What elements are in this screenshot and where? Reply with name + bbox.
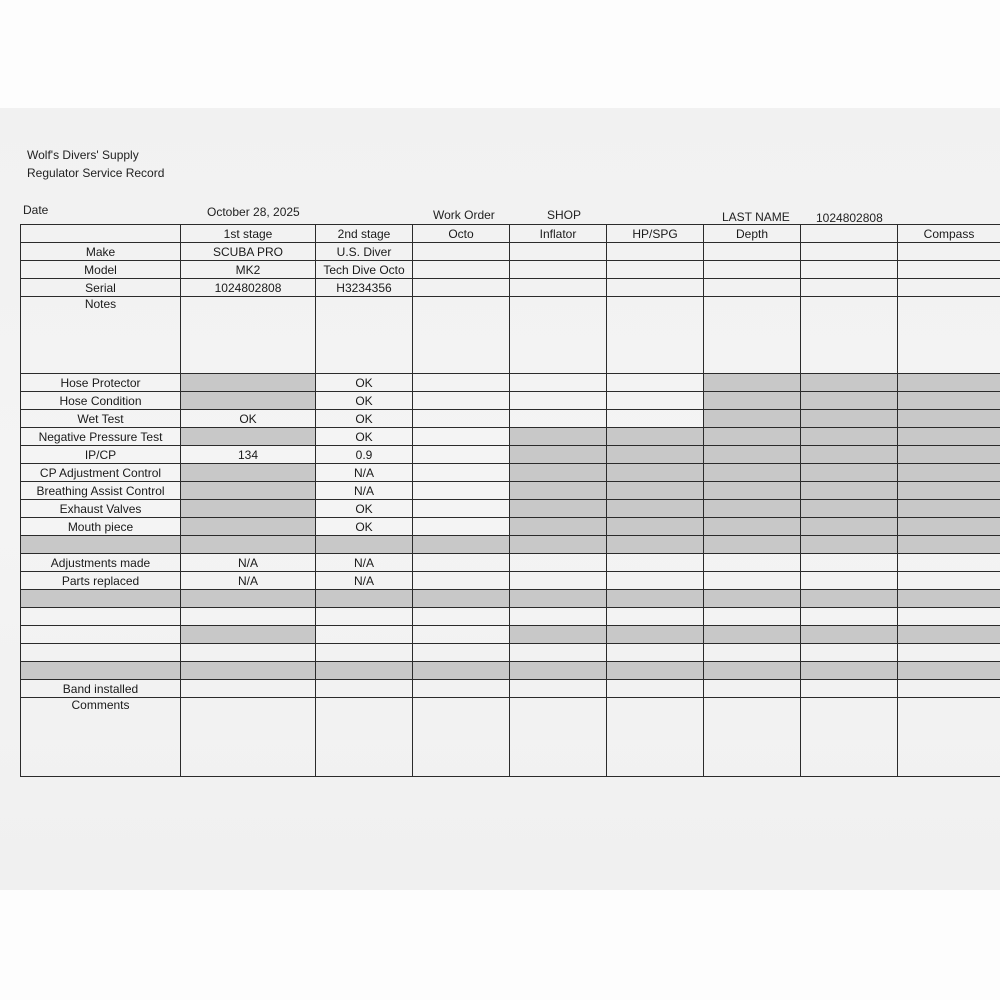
blank-cell[interactable]	[510, 644, 607, 662]
blank-cell[interactable]	[801, 644, 898, 662]
cell-depth	[704, 410, 801, 428]
cell-hp-spg[interactable]	[607, 698, 704, 777]
separator-cell	[21, 662, 181, 680]
cell-inflator[interactable]	[510, 243, 607, 261]
cell-inflator	[510, 482, 607, 500]
cell-1st-stage[interactable]	[181, 680, 316, 698]
cell-blank[interactable]	[801, 297, 898, 374]
blank-cell[interactable]	[181, 644, 316, 662]
cell-hp-spg[interactable]	[607, 297, 704, 374]
cell-octo[interactable]	[413, 297, 510, 374]
row-make	[21, 243, 1000, 261]
col-header-hp-spg: HP/SPG	[607, 225, 704, 243]
row-label: Comments	[21, 698, 181, 777]
cell-compass[interactable]	[898, 572, 1000, 590]
cell-2nd-stage[interactable]: OK	[316, 410, 413, 428]
cell-octo[interactable]	[413, 243, 510, 261]
cell-2nd-stage[interactable]	[316, 698, 413, 777]
last-name-label: LAST NAME	[722, 210, 790, 224]
cell-compass[interactable]	[898, 261, 1000, 279]
cell-octo[interactable]	[413, 446, 510, 464]
separator-cell	[607, 662, 704, 680]
cell-octo[interactable]	[413, 428, 510, 446]
row-label: Parts replaced	[21, 572, 181, 590]
cell-blank	[801, 392, 898, 410]
separator-cell	[316, 662, 413, 680]
cell-2nd-stage[interactable]: H3234356	[316, 279, 413, 297]
separator-cell	[898, 662, 1000, 680]
blank-cell	[510, 626, 607, 644]
cell-1st-stage[interactable]: N/A	[181, 572, 316, 590]
row-comments	[21, 698, 1000, 777]
blank-cell[interactable]	[898, 608, 1000, 626]
col-header-octo: Octo	[413, 225, 510, 243]
row-breathing-assist-control	[21, 482, 1000, 500]
date-label: Date	[23, 203, 49, 217]
blank-row	[21, 644, 1000, 662]
cell-hp-spg[interactable]	[607, 261, 704, 279]
cell-blank	[801, 446, 898, 464]
cell-inflator	[510, 464, 607, 482]
cell-depth	[704, 464, 801, 482]
row-parts-replaced	[21, 572, 1000, 590]
cell-2nd-stage[interactable]	[316, 297, 413, 374]
cell-1st-stage	[181, 482, 316, 500]
row-model	[21, 261, 1000, 279]
row-label: Model	[21, 261, 181, 279]
work-order-value: SHOP	[547, 208, 582, 222]
blank-row	[21, 608, 1000, 626]
cell-octo[interactable]	[413, 500, 510, 518]
cell-1st-stage	[181, 500, 316, 518]
col-header-depth: Depth	[704, 225, 801, 243]
cell-depth[interactable]	[704, 297, 801, 374]
cell-1st-stage	[181, 392, 316, 410]
cell-octo[interactable]	[413, 680, 510, 698]
row-label: Serial	[21, 279, 181, 297]
cell-2nd-stage[interactable]: OK	[316, 428, 413, 446]
cell-hp-spg	[607, 428, 704, 446]
cell-blank	[801, 464, 898, 482]
row-label: Band installed	[21, 680, 181, 698]
cell-blank	[801, 374, 898, 392]
cell-compass[interactable]	[898, 698, 1000, 777]
row-label: Hose Condition	[21, 392, 181, 410]
separator-row	[21, 590, 1000, 608]
cell-1st-stage	[181, 374, 316, 392]
cell-depth	[704, 518, 801, 536]
separator-cell	[21, 536, 181, 554]
row-wet-test	[21, 410, 1000, 428]
cell-compass[interactable]	[898, 279, 1000, 297]
cell-depth[interactable]	[704, 279, 801, 297]
row-label: Breathing Assist Control	[21, 482, 181, 500]
cell-inflator[interactable]	[510, 297, 607, 374]
cell-compass	[898, 500, 1000, 518]
cell-hp-spg[interactable]	[607, 572, 704, 590]
cell-compass[interactable]	[898, 554, 1000, 572]
cell-inflator[interactable]	[510, 261, 607, 279]
cell-blank[interactable]	[801, 698, 898, 777]
cell-2nd-stage[interactable]: N/A	[316, 464, 413, 482]
cell-blank	[801, 518, 898, 536]
cell-inflator	[510, 446, 607, 464]
row-label: Make	[21, 243, 181, 261]
cell-hp-spg[interactable]	[607, 374, 704, 392]
cell-inflator[interactable]	[510, 279, 607, 297]
blank-cell[interactable]	[316, 626, 413, 644]
cell-hp-spg[interactable]	[607, 410, 704, 428]
separator-cell	[704, 590, 801, 608]
col-header-2nd-stage: 2nd stage	[316, 225, 413, 243]
cell-inflator[interactable]	[510, 698, 607, 777]
blank-cell[interactable]	[607, 608, 704, 626]
cell-octo[interactable]	[413, 482, 510, 500]
row-label: Notes	[21, 297, 181, 374]
cell-octo[interactable]	[413, 374, 510, 392]
company-name: Wolf's Divers' Supply	[27, 148, 139, 162]
cell-1st-stage[interactable]	[181, 297, 316, 374]
cell-hp-spg	[607, 500, 704, 518]
row-serial	[21, 279, 1000, 297]
cell-1st-stage[interactable]: MK2	[181, 261, 316, 279]
cell-octo[interactable]	[413, 518, 510, 536]
row-band-installed	[21, 680, 1000, 698]
blank-cell[interactable]	[413, 608, 510, 626]
row-cp-adjustment-control	[21, 464, 1000, 482]
cell-depth[interactable]	[704, 243, 801, 261]
cell-2nd-stage[interactable]: N/A	[316, 554, 413, 572]
separator-cell	[413, 662, 510, 680]
row-label: CP Adjustment Control	[21, 464, 181, 482]
separator-cell	[607, 590, 704, 608]
cell-octo[interactable]	[413, 464, 510, 482]
cell-octo[interactable]	[413, 698, 510, 777]
cell-octo[interactable]	[413, 554, 510, 572]
cell-depth	[704, 482, 801, 500]
cell-hp-spg[interactable]	[607, 392, 704, 410]
service-record-table	[20, 224, 1000, 777]
cell-compass[interactable]	[898, 680, 1000, 698]
blank-cell[interactable]	[704, 644, 801, 662]
cell-hp-spg	[607, 446, 704, 464]
cell-1st-stage	[181, 428, 316, 446]
cell-1st-stage[interactable]	[181, 698, 316, 777]
separator-cell	[607, 536, 704, 554]
cell-octo[interactable]	[413, 261, 510, 279]
blank-cell	[607, 626, 704, 644]
row-mouth-piece	[21, 518, 1000, 536]
separator-cell	[801, 662, 898, 680]
cell-blank[interactable]	[801, 554, 898, 572]
blank-cell[interactable]	[316, 608, 413, 626]
blank-cell[interactable]	[21, 626, 181, 644]
row-label: IP/CP	[21, 446, 181, 464]
background-bottom	[0, 890, 1000, 1000]
cell-compass	[898, 464, 1000, 482]
blank-cell[interactable]	[704, 608, 801, 626]
separator-cell	[21, 590, 181, 608]
blank-cell[interactable]	[898, 644, 1000, 662]
row-exhaust-valves	[21, 500, 1000, 518]
header-blank	[21, 225, 181, 243]
separator-cell	[413, 590, 510, 608]
cell-compass	[898, 374, 1000, 392]
cell-2nd-stage[interactable]: OK	[316, 518, 413, 536]
blank-cell	[181, 626, 316, 644]
cell-inflator	[510, 428, 607, 446]
row-label: Mouth piece	[21, 518, 181, 536]
cell-2nd-stage[interactable]: Tech Dive Octo	[316, 261, 413, 279]
separator-cell	[181, 590, 316, 608]
cell-compass	[898, 428, 1000, 446]
row-negative-pressure-test	[21, 428, 1000, 446]
cell-depth[interactable]	[704, 554, 801, 572]
cell-inflator	[510, 518, 607, 536]
work-order-label: Work Order	[433, 208, 495, 222]
cell-hp-spg[interactable]	[607, 279, 704, 297]
row-label: Hose Protector	[21, 374, 181, 392]
cell-depth[interactable]	[704, 261, 801, 279]
cell-1st-stage	[181, 518, 316, 536]
cell-2nd-stage[interactable]: U.S. Diver	[316, 243, 413, 261]
cell-octo[interactable]	[413, 392, 510, 410]
blank-cell[interactable]	[316, 644, 413, 662]
cell-octo[interactable]	[413, 410, 510, 428]
cell-1st-stage[interactable]: 134	[181, 446, 316, 464]
blank-cell[interactable]	[607, 644, 704, 662]
row-label: Adjustments made	[21, 554, 181, 572]
cell-compass	[898, 518, 1000, 536]
separator-cell	[316, 536, 413, 554]
cell-compass	[898, 446, 1000, 464]
row-label: Exhaust Valves	[21, 500, 181, 518]
blank-cell[interactable]	[801, 608, 898, 626]
separator-cell	[704, 662, 801, 680]
cell-hp-spg[interactable]	[607, 554, 704, 572]
col-header-1st-stage: 1st stage	[181, 225, 316, 243]
row-hose-condition	[21, 392, 1000, 410]
background-top	[0, 0, 1000, 108]
cell-inflator[interactable]	[510, 374, 607, 392]
last-name-value: 1024802808	[816, 211, 883, 225]
row-adjustments-made	[21, 554, 1000, 572]
cell-octo[interactable]	[413, 279, 510, 297]
cell-1st-stage	[181, 464, 316, 482]
separator-cell	[898, 590, 1000, 608]
cell-2nd-stage[interactable]: OK	[316, 500, 413, 518]
row-hose-protector	[21, 374, 1000, 392]
blank-cell	[704, 626, 801, 644]
blank-cell	[898, 626, 1000, 644]
cell-inflator[interactable]	[510, 554, 607, 572]
document-title: Regulator Service Record	[27, 166, 165, 180]
cell-hp-spg	[607, 464, 704, 482]
separator-cell	[510, 590, 607, 608]
cell-1st-stage[interactable]: N/A	[181, 554, 316, 572]
cell-blank[interactable]	[801, 279, 898, 297]
cell-compass	[898, 482, 1000, 500]
row-ip-cp	[21, 446, 1000, 464]
blank-cell[interactable]	[21, 608, 181, 626]
cell-inflator[interactable]	[510, 572, 607, 590]
cell-2nd-stage[interactable]: OK	[316, 374, 413, 392]
cell-depth	[704, 500, 801, 518]
separator-cell	[801, 590, 898, 608]
separator-cell	[413, 536, 510, 554]
row-label: Negative Pressure Test	[21, 428, 181, 446]
col-header-blank	[801, 225, 898, 243]
separator-cell	[181, 662, 316, 680]
separator-cell	[801, 536, 898, 554]
row-notes	[21, 297, 1000, 374]
cell-depth[interactable]	[704, 680, 801, 698]
cell-octo[interactable]	[413, 572, 510, 590]
separator-cell	[898, 536, 1000, 554]
cell-compass[interactable]	[898, 243, 1000, 261]
blank-cell[interactable]	[413, 626, 510, 644]
blank-cell[interactable]	[510, 608, 607, 626]
cell-2nd-stage[interactable]: 0.9	[316, 446, 413, 464]
cell-compass[interactable]	[898, 297, 1000, 374]
blank-row	[21, 626, 1000, 644]
cell-hp-spg	[607, 518, 704, 536]
cell-inflator[interactable]	[510, 680, 607, 698]
cell-blank	[801, 482, 898, 500]
separator-row	[21, 662, 1000, 680]
cell-2nd-stage[interactable]: N/A	[316, 482, 413, 500]
cell-blank[interactable]	[801, 243, 898, 261]
date-value: October 28, 2025	[207, 205, 300, 219]
blank-cell	[801, 626, 898, 644]
cell-inflator[interactable]	[510, 392, 607, 410]
separator-cell	[181, 536, 316, 554]
cell-1st-stage[interactable]: OK	[181, 410, 316, 428]
blank-cell[interactable]	[181, 608, 316, 626]
col-header-compass: Compass	[898, 225, 1000, 243]
row-label: Wet Test	[21, 410, 181, 428]
cell-2nd-stage[interactable]: N/A	[316, 572, 413, 590]
separator-cell	[510, 536, 607, 554]
blank-cell[interactable]	[21, 644, 181, 662]
cell-inflator[interactable]	[510, 410, 607, 428]
cell-blank[interactable]	[801, 261, 898, 279]
cell-blank	[801, 500, 898, 518]
col-header-inflator: Inflator	[510, 225, 607, 243]
cell-hp-spg[interactable]	[607, 680, 704, 698]
separator-cell	[510, 662, 607, 680]
separator-cell	[316, 590, 413, 608]
separator-row	[21, 536, 1000, 554]
separator-cell	[704, 536, 801, 554]
cell-compass	[898, 410, 1000, 428]
blank-cell[interactable]	[413, 644, 510, 662]
cell-blank[interactable]	[801, 680, 898, 698]
cell-1st-stage[interactable]: SCUBA PRO	[181, 243, 316, 261]
cell-depth[interactable]	[704, 572, 801, 590]
column-header-row	[21, 225, 1000, 243]
cell-depth	[704, 374, 801, 392]
cell-blank	[801, 410, 898, 428]
cell-compass	[898, 392, 1000, 410]
cell-inflator	[510, 500, 607, 518]
cell-blank[interactable]	[801, 572, 898, 590]
cell-hp-spg	[607, 482, 704, 500]
cell-blank	[801, 428, 898, 446]
cell-depth	[704, 392, 801, 410]
cell-2nd-stage[interactable]: OK	[316, 392, 413, 410]
cell-depth	[704, 428, 801, 446]
cell-hp-spg[interactable]	[607, 243, 704, 261]
cell-depth[interactable]	[704, 698, 801, 777]
cell-depth	[704, 446, 801, 464]
cell-1st-stage[interactable]: 1024802808	[181, 279, 316, 297]
cell-2nd-stage[interactable]	[316, 680, 413, 698]
